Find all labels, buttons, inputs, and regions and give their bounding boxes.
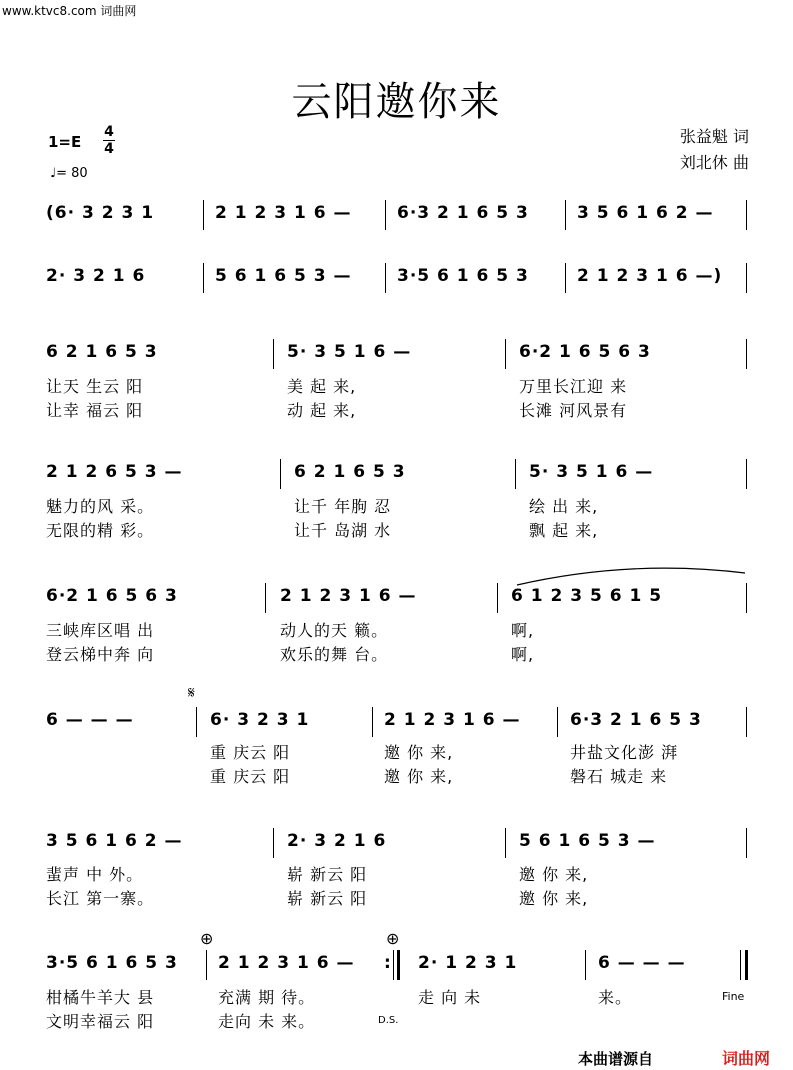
row5-lyric1-m3: 啊, bbox=[511, 621, 535, 640]
barline bbox=[746, 459, 747, 489]
row3-lyric1-m1: 让天 生云 阳 bbox=[46, 377, 144, 396]
barline bbox=[565, 200, 566, 230]
row4-m1: 2 1 2 6 5 3 — bbox=[46, 462, 183, 482]
composer-credit: 刘北休 曲 bbox=[679, 153, 749, 172]
barline bbox=[585, 950, 586, 980]
row3-lyric2-m2: 动 起 来, bbox=[287, 401, 357, 420]
row8-lyric1-m4: 来。 bbox=[598, 988, 633, 1007]
barline bbox=[206, 950, 207, 980]
row7-m1: 3 5 6 1 6 2 — bbox=[46, 831, 183, 851]
row5-lyric1-m2: 动人的天 籁。 bbox=[280, 621, 389, 640]
tempo-marking bbox=[50, 166, 88, 181]
lyricist-credit: 张益魁 词 bbox=[679, 127, 749, 146]
fine-mark: Fine bbox=[722, 990, 745, 1003]
row7-lyric2-m1: 长江 第一寨。 bbox=[46, 889, 155, 908]
coda-icon: ⊕ bbox=[200, 929, 214, 948]
row3-lyric2-m1: 让幸 福云 阳 bbox=[46, 401, 144, 420]
row6-m3: 2 1 2 3 1 6 — bbox=[384, 710, 521, 730]
row8-lyric2-m1: 文明幸福云 阳 bbox=[46, 1012, 155, 1031]
row4-lyric2-m3: 飘 起 来, bbox=[529, 521, 599, 540]
row1-m2: 2 1 2 3 1 6 — bbox=[215, 203, 352, 223]
row3-m1: 6 2 1 6 5 3 bbox=[46, 342, 158, 362]
row1-m1: (6· 3 2 3 1 bbox=[46, 203, 155, 223]
song-title: 云阳邀你来 bbox=[291, 79, 502, 125]
phrase-slur bbox=[515, 565, 747, 587]
row4-lyric1-m3: 绘 出 来, bbox=[529, 497, 599, 516]
row7-lyric2-m2: 崭 新云 阳 bbox=[287, 889, 368, 908]
barline bbox=[746, 263, 747, 293]
row5-m3: 6 1 2 3 5 6 1 5 bbox=[511, 586, 663, 606]
barline bbox=[372, 707, 373, 737]
barline bbox=[385, 200, 386, 230]
row2-m3: 3·5 6 1 6 5 3 bbox=[397, 266, 529, 286]
quarter-note-icon: ♩ bbox=[50, 166, 57, 181]
row5-lyric2-m1: 登云梯中奔 向 bbox=[46, 645, 155, 664]
row1-m4: 3 5 6 1 6 2 — bbox=[577, 203, 714, 223]
row8-m2: 2 1 2 3 1 6 — bbox=[218, 953, 355, 973]
barline bbox=[746, 339, 747, 369]
barline bbox=[385, 263, 386, 293]
barline bbox=[746, 583, 747, 613]
barline bbox=[740, 950, 741, 980]
row5-m1: 6·2 1 6 5 6 3 bbox=[46, 586, 178, 606]
source-note: 本曲谱源自 bbox=[578, 1050, 654, 1068]
row6-m4: 6·3 2 1 6 5 3 bbox=[570, 710, 702, 730]
dal-segno-mark: D.S. bbox=[378, 1015, 399, 1026]
row6-lyric1-m4: 井盐文化澎 湃 bbox=[570, 743, 679, 762]
barline bbox=[280, 459, 281, 489]
row3-lyric1-m2: 美 起 来, bbox=[287, 377, 357, 396]
row7-lyric2-m3: 邀 你 来, bbox=[519, 889, 589, 908]
row7-m3: 5 6 1 6 5 3 — bbox=[519, 831, 656, 851]
barline bbox=[203, 200, 204, 230]
row8-lyric2-m2: 走向 未 来。 bbox=[218, 1012, 316, 1031]
row6-lyric1-m2: 重 庆云 阳 bbox=[210, 743, 291, 762]
key-signature: 1=E bbox=[48, 133, 82, 151]
row4-lyric2-m1: 无限的精 彩。 bbox=[46, 521, 155, 540]
barline bbox=[196, 707, 197, 737]
barline bbox=[505, 339, 506, 369]
barline bbox=[746, 828, 747, 858]
row6-lyric1-m3: 邀 你 来, bbox=[384, 743, 454, 762]
row6-m1: 6 — — — bbox=[46, 710, 134, 730]
row3-m3: 6·2 1 6 5 6 3 bbox=[519, 342, 651, 362]
row8-m1: 3·5 6 1 6 5 3 bbox=[46, 953, 178, 973]
row6-lyric2-m3: 邀 你 来, bbox=[384, 767, 454, 786]
row8-m4: 6 — — — bbox=[598, 953, 686, 973]
row4-lyric2-m2: 让千 岛湖 水 bbox=[294, 521, 392, 540]
row1-m3: 6·3 2 1 6 5 3 bbox=[397, 203, 529, 223]
watermark: www.ktvc8.com 词曲网 bbox=[2, 4, 137, 18]
time-signature-bottom: 4 bbox=[104, 141, 114, 157]
barline bbox=[265, 583, 266, 613]
barline bbox=[557, 707, 558, 737]
row8-lyric1-m2: 充满 期 待。 bbox=[218, 988, 316, 1007]
row7-lyric1-m2: 崭 新云 阳 bbox=[287, 865, 368, 884]
row6-m2: 6· 3 2 3 1 bbox=[210, 710, 310, 730]
barline bbox=[203, 263, 204, 293]
row8-lyric1-m3: 走 向 未 bbox=[418, 988, 482, 1007]
time-signature-top: 4 bbox=[104, 124, 114, 140]
row8-lyric1-m1: 柑橘牛羊大 县 bbox=[46, 988, 155, 1007]
barline bbox=[393, 950, 394, 980]
row3-lyric1-m3: 万里长江迎 来 bbox=[519, 377, 628, 396]
final-barline bbox=[745, 950, 748, 980]
row6-lyric2-m4: 磐石 城走 来 bbox=[570, 767, 668, 786]
row5-lyric1-m1: 三峡库区唱 出 bbox=[46, 621, 155, 640]
barline bbox=[515, 459, 516, 489]
segno-icon: 𝄋 bbox=[188, 683, 195, 702]
barline bbox=[273, 339, 274, 369]
row8-m3: 2· 1 2 3 1 bbox=[418, 953, 518, 973]
credits bbox=[680, 124, 749, 176]
barline bbox=[746, 200, 747, 230]
tempo-value: = 80 bbox=[56, 166, 88, 181]
row5-lyric2-m3: 啊, bbox=[511, 645, 535, 664]
row7-lyric1-m3: 邀 你 来, bbox=[519, 865, 589, 884]
row4-m2: 6 2 1 6 5 3 bbox=[294, 462, 406, 482]
row2-m4: 2 1 2 3 1 6 —) bbox=[577, 266, 723, 286]
row3-m2: 5· 3 5 1 6 — bbox=[287, 342, 412, 362]
repeat-dots: : bbox=[384, 953, 392, 973]
double-barline bbox=[397, 950, 400, 980]
row4-lyric1-m1: 魅力的风 采。 bbox=[46, 497, 155, 516]
barline bbox=[746, 707, 747, 737]
row3-lyric2-m3: 长滩 河风景有 bbox=[519, 401, 628, 420]
coda-icon: ⊕ bbox=[386, 929, 400, 948]
row6-lyric2-m2: 重 庆云 阳 bbox=[210, 767, 291, 786]
barline bbox=[497, 583, 498, 613]
row4-lyric1-m2: 让千 年朐 忍 bbox=[294, 497, 392, 516]
time-signature bbox=[103, 124, 115, 157]
barline bbox=[273, 828, 274, 858]
row7-m2: 2· 3 2 1 6 bbox=[287, 831, 387, 851]
barline bbox=[505, 828, 506, 858]
row4-m3: 5· 3 5 1 6 — bbox=[529, 462, 654, 482]
row7-lyric1-m1: 蜚声 中 外。 bbox=[46, 865, 144, 884]
row2-m2: 5 6 1 6 5 3 — bbox=[215, 266, 352, 286]
row2-m1: 2· 3 2 1 6 bbox=[46, 266, 146, 286]
barline bbox=[565, 263, 566, 293]
row5-lyric2-m2: 欢乐的舞 台。 bbox=[280, 645, 389, 664]
row5-m2: 2 1 2 3 1 6 — bbox=[280, 586, 417, 606]
site-logo: 词曲网 bbox=[722, 1049, 771, 1068]
